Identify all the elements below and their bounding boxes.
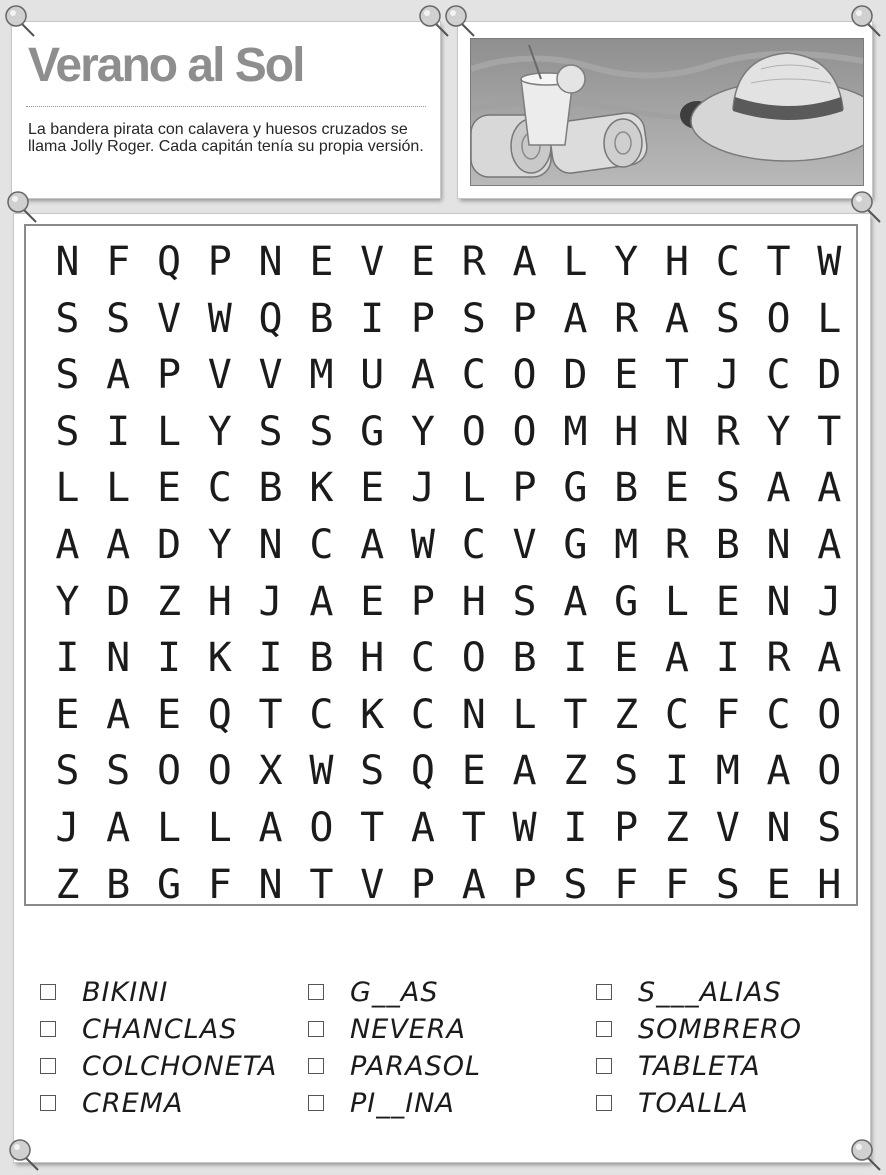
grid-letter[interactable]: V (512, 521, 537, 568)
grid-letter[interactable]: Y (207, 521, 232, 568)
grid-letter[interactable]: M (563, 408, 588, 455)
grid-letter[interactable]: S (106, 748, 131, 795)
grid-letter[interactable]: G (156, 861, 182, 908)
grid-letter[interactable]: A (512, 239, 537, 285)
grid-letter[interactable]: O (512, 352, 537, 399)
checkbox-icon[interactable] (308, 1021, 324, 1037)
word-list (24, 974, 864, 1134)
grid-letter[interactable]: Q (156, 239, 182, 285)
grid-letter[interactable]: I (106, 408, 131, 455)
grid-letter[interactable]: V (360, 861, 385, 908)
word-item[interactable] (596, 1085, 749, 1121)
letter-grid (42, 234, 854, 913)
grid-letter[interactable]: H (664, 239, 689, 285)
grid-letter[interactable]: Z (664, 804, 689, 851)
grid-letter[interactable]: T (309, 861, 334, 908)
word-label: NEVERA (350, 1013, 467, 1045)
word-item[interactable] (40, 974, 168, 1010)
grid-letter[interactable]: I (156, 635, 182, 682)
word-item[interactable] (596, 974, 782, 1010)
grid-letter[interactable]: A (664, 635, 689, 682)
grid-letter[interactable]: A (461, 861, 486, 908)
grid-letter[interactable]: V (258, 352, 283, 399)
grid-letter[interactable]: S (461, 295, 486, 342)
checkbox-icon[interactable] (40, 1095, 56, 1111)
grid-letter[interactable]: E (664, 465, 689, 512)
checkbox-icon[interactable] (308, 1095, 324, 1111)
grid-letter[interactable]: L (817, 295, 842, 342)
grid-letter[interactable]: J (817, 578, 842, 625)
grid-letter[interactable]: O (207, 748, 232, 795)
grid-letter[interactable]: F (664, 861, 689, 908)
push-pin-icon (846, 186, 886, 226)
grid-letter[interactable]: P (410, 295, 436, 342)
grid-letter[interactable]: E (715, 578, 740, 625)
title-card (12, 22, 440, 198)
grid-letter[interactable]: N (766, 521, 791, 568)
checkbox-icon[interactable] (596, 984, 612, 1000)
dotted-divider (26, 106, 426, 107)
grid-letter[interactable]: L (512, 691, 537, 738)
grid-letter[interactable]: A (106, 691, 131, 738)
grid-letter[interactable]: N (258, 239, 283, 285)
grid-letter[interactable]: H (817, 861, 842, 908)
grid-letter[interactable]: K (309, 465, 334, 512)
grid-letter[interactable]: A (360, 521, 385, 568)
grid-letter[interactable]: P (614, 804, 639, 851)
push-pin-icon (846, 0, 886, 40)
grid-letter[interactable]: B (512, 635, 537, 682)
grid-letter[interactable]: C (410, 691, 436, 738)
grid-letter[interactable]: A (410, 804, 436, 851)
grid-letter[interactable]: Z (614, 691, 639, 738)
grid-letter[interactable]: B (106, 861, 131, 908)
grid-letter[interactable]: W (512, 804, 537, 851)
grid-letter[interactable]: T (664, 352, 689, 399)
grid-letter[interactable]: N (664, 408, 689, 455)
grid-letter[interactable]: S (563, 861, 588, 908)
grid-letter[interactable]: E (461, 748, 486, 795)
grid-letter[interactable]: P (512, 295, 537, 342)
word-label: SOMBRERO (638, 1013, 803, 1045)
grid-letter[interactable]: B (309, 295, 334, 342)
grid-letter[interactable]: Q (410, 748, 436, 795)
beach-photo (470, 38, 864, 186)
word-item[interactable] (596, 1011, 802, 1047)
grid-letter[interactable]: D (817, 352, 842, 399)
word-label: TABLETA (638, 1050, 761, 1082)
grid-letter[interactable]: A (664, 295, 689, 342)
grid-letter[interactable]: T (258, 691, 283, 738)
grid-letter[interactable]: C (461, 352, 486, 399)
grid-letter[interactable]: V (715, 804, 740, 851)
push-pin-icon (0, 0, 40, 40)
grid-letter[interactable]: M (715, 748, 740, 795)
grid-letter[interactable]: Z (55, 861, 80, 908)
grid-letter[interactable]: S (512, 578, 537, 625)
push-pin-icon (440, 0, 480, 40)
grid-letter[interactable]: A (563, 295, 588, 342)
grid-letter[interactable]: N (766, 578, 791, 625)
grid-letter[interactable]: Z (156, 578, 182, 625)
grid-letter[interactable]: R (614, 295, 639, 342)
grid-letter[interactable]: A (258, 804, 283, 851)
word-label: BIKINI (82, 976, 169, 1008)
grid-letter[interactable]: D (156, 521, 182, 568)
grid-letter[interactable]: B (715, 521, 740, 568)
grid-letter[interactable]: K (207, 635, 232, 682)
push-pin-icon (4, 1134, 44, 1174)
grid-letter[interactable]: J (258, 578, 283, 625)
grid-letter[interactable]: J (410, 465, 436, 512)
grid-letter[interactable]: N (461, 691, 486, 738)
grid-letter[interactable]: L (156, 408, 182, 455)
grid-letter[interactable]: N (258, 521, 283, 568)
grid-letter[interactable]: A (766, 465, 791, 512)
grid-letter[interactable]: E (614, 635, 639, 682)
word-label: S___ALIAS (638, 976, 782, 1008)
grid-letter[interactable]: S (106, 295, 131, 342)
grid-letter[interactable]: A (106, 352, 131, 399)
grid-letter[interactable]: Y (614, 239, 639, 285)
grid-letter[interactable]: A (817, 465, 842, 512)
grid-letter[interactable]: N (766, 804, 791, 851)
grid-letter[interactable]: C (715, 239, 740, 285)
grid-letter[interactable]: E (410, 239, 436, 285)
grid-letter[interactable]: F (207, 861, 232, 908)
grid-letter[interactable]: S (817, 804, 842, 851)
grid-letter[interactable]: S (715, 861, 740, 908)
checkbox-icon[interactable] (40, 984, 56, 1000)
grid-letter[interactable]: H (614, 408, 639, 455)
grid-letter[interactable]: E (766, 861, 791, 908)
grid-letter[interactable]: C (766, 352, 791, 399)
grid-letter[interactable]: A (817, 635, 842, 682)
grid-letter[interactable]: P (410, 578, 436, 625)
word-item[interactable] (40, 1011, 237, 1047)
grid-letter[interactable]: V (360, 239, 385, 285)
grid-letter[interactable]: S (55, 295, 80, 342)
grid-letter[interactable]: I (664, 748, 689, 795)
grid-letter[interactable]: Y (766, 408, 791, 455)
grid-letter[interactable]: I (563, 635, 588, 682)
grid-letter[interactable]: O (461, 408, 486, 455)
grid-letter[interactable]: Z (563, 748, 588, 795)
grid-letter[interactable]: S (715, 295, 740, 342)
grid-letter[interactable]: F (106, 239, 131, 285)
grid-letter[interactable]: A (106, 521, 131, 568)
grid-letter[interactable]: R (664, 521, 689, 568)
grid-letter[interactable]: F (715, 691, 740, 738)
grid-letter[interactable]: T (360, 804, 385, 851)
grid-letter[interactable]: P (512, 465, 537, 512)
word-item[interactable] (40, 1048, 277, 1084)
grid-letter[interactable]: A (55, 521, 80, 568)
grid-letter[interactable]: A (512, 748, 537, 795)
grid-letter[interactable]: D (563, 352, 588, 399)
word-item[interactable] (596, 1048, 761, 1084)
grid-letter[interactable]: P (207, 239, 232, 285)
grid-letter[interactable]: I (563, 804, 588, 851)
grid-letter[interactable]: C (410, 635, 436, 682)
grid-letter[interactable]: O (512, 408, 537, 455)
word-label: COLCHONETA (82, 1050, 278, 1082)
grid-letter[interactable]: R (766, 635, 791, 682)
grid-letter[interactable]: S (55, 748, 80, 795)
grid-letter[interactable]: B (309, 635, 334, 682)
checkbox-icon[interactable] (40, 1058, 56, 1074)
page-title: Verano al Sol (28, 39, 304, 92)
grid-letter[interactable]: L (156, 804, 182, 851)
checkbox-icon[interactable] (596, 1021, 612, 1037)
grid-letter[interactable]: E (614, 352, 639, 399)
grid-letter[interactable]: I (360, 295, 385, 342)
grid-letter[interactable]: T (461, 804, 486, 851)
grid-letter[interactable]: I (715, 635, 740, 682)
grid-letter[interactable]: W (817, 239, 842, 285)
grid-letter[interactable]: P (512, 861, 537, 908)
grid-letter[interactable]: A (563, 578, 588, 625)
grid-letter[interactable]: S (614, 748, 639, 795)
grid-letter[interactable]: C (461, 521, 486, 568)
word-label: G__AS (350, 976, 439, 1008)
grid-letter[interactable]: S (309, 408, 334, 455)
grid-letter[interactable]: L (664, 578, 689, 625)
word-item[interactable] (308, 1048, 481, 1084)
grid-letter[interactable]: Y (55, 578, 80, 625)
grid-letter[interactable]: S (55, 408, 80, 455)
push-pin-icon (2, 186, 42, 226)
grid-letter[interactable]: S (360, 748, 385, 795)
word-label: PI__INA (350, 1087, 455, 1119)
grid-letter[interactable]: T (766, 239, 791, 285)
grid-letter[interactable]: Y (410, 408, 436, 455)
grid-letter[interactable]: C (207, 465, 232, 512)
grid-letter[interactable]: W (207, 295, 232, 342)
grid-letter[interactable]: O (817, 748, 842, 795)
grid-letter[interactable]: T (817, 408, 842, 455)
grid-letter[interactable]: O (817, 691, 842, 738)
checkbox-icon[interactable] (596, 1095, 612, 1111)
grid-letter[interactable]: I (55, 635, 80, 682)
checkbox-icon[interactable] (596, 1058, 612, 1074)
word-item[interactable] (40, 1085, 183, 1121)
puzzle-card (14, 214, 870, 1162)
checkbox-icon[interactable] (308, 1058, 324, 1074)
grid-letter[interactable]: A (410, 352, 436, 399)
grid-letter[interactable]: O (766, 295, 791, 342)
grid-letter[interactable]: S (715, 465, 740, 512)
grid-letter[interactable]: X (258, 748, 283, 795)
grid-letter[interactable]: I (258, 635, 283, 682)
grid-letter[interactable]: A (106, 804, 131, 851)
grid-letter[interactable]: K (360, 691, 385, 738)
grid-letter[interactable]: H (207, 578, 232, 625)
grid-letter[interactable]: H (461, 578, 486, 625)
grid-letter[interactable]: F (614, 861, 639, 908)
grid-letter[interactable]: R (461, 239, 486, 285)
word-label: TOALLA (638, 1087, 749, 1119)
grid-letter[interactable]: V (156, 295, 182, 342)
grid-letter[interactable]: O (156, 748, 182, 795)
grid-letter[interactable]: G (614, 578, 639, 625)
grid-letter[interactable]: P (410, 861, 436, 908)
grid-letter[interactable]: B (614, 465, 639, 512)
grid-letter[interactable]: L (461, 465, 486, 512)
fun-fact-text: La bandera pirata con calavera y huesos cruzados se llama Jolly Roger. Cada capitán tenía su propia versión. (28, 121, 424, 155)
grid-letter[interactable]: L (55, 465, 80, 512)
grid-letter[interactable]: S (55, 352, 80, 399)
grid-letter[interactable]: S (258, 408, 283, 455)
grid-letter[interactable]: J (715, 352, 740, 399)
image-card (458, 22, 872, 198)
grid-letter[interactable]: Q (258, 295, 283, 342)
word-item[interactable] (308, 1011, 466, 1047)
grid-letter[interactable]: A (817, 521, 842, 568)
grid-letter[interactable]: R (715, 408, 740, 455)
grid-letter[interactable]: U (360, 352, 385, 399)
grid-letter[interactable]: J (55, 804, 80, 851)
checkbox-icon[interactable] (40, 1021, 56, 1037)
grid-letter[interactable]: A (766, 748, 791, 795)
grid-letter[interactable]: P (156, 352, 182, 399)
grid-letter[interactable]: C (766, 691, 791, 738)
word-label: CREMA (82, 1087, 184, 1119)
grid-letter[interactable]: N (258, 861, 283, 908)
grid-letter[interactable]: Q (207, 691, 232, 738)
grid-letter[interactable]: G (360, 408, 385, 455)
push-pin-icon (846, 1134, 886, 1174)
grid-letter[interactable]: G (563, 465, 588, 512)
grid-letter[interactable]: E (309, 239, 334, 285)
checkbox-icon[interactable] (308, 984, 324, 1000)
grid-letter[interactable]: H (360, 635, 385, 682)
grid-letter[interactable]: L (207, 804, 232, 851)
grid-letter[interactable]: N (106, 635, 131, 682)
word-label: CHANCLAS (82, 1013, 238, 1045)
grid-letter[interactable]: G (563, 521, 588, 568)
grid-letter[interactable]: W (410, 521, 436, 568)
grid-letter[interactable]: B (258, 465, 283, 512)
grid-letter[interactable]: L (563, 239, 588, 285)
grid-letter[interactable]: E (55, 691, 80, 738)
grid-letter[interactable]: V (207, 352, 232, 399)
grid-letter[interactable]: E (156, 691, 182, 738)
grid-letter[interactable]: D (106, 578, 131, 625)
grid-letter[interactable]: M (614, 521, 639, 568)
grid-letter[interactable]: O (309, 804, 334, 851)
grid-letter[interactable]: N (55, 239, 80, 285)
word-item[interactable] (308, 1085, 455, 1121)
grid-letter[interactable]: M (309, 352, 334, 399)
grid-letter[interactable]: T (563, 691, 588, 738)
grid-letter[interactable]: A (309, 578, 334, 625)
grid-letter[interactable]: Y (207, 408, 232, 455)
grid-letter[interactable]: O (461, 635, 486, 682)
grid-letter[interactable]: E (156, 465, 182, 512)
grid-letter[interactable]: E (360, 578, 385, 625)
word-item[interactable] (308, 974, 439, 1010)
grid-letter[interactable]: C (309, 521, 334, 568)
grid-letter[interactable]: C (664, 691, 689, 738)
grid-letter[interactable]: L (106, 465, 131, 512)
grid-letter[interactable]: E (360, 465, 385, 512)
grid-letter[interactable]: W (309, 748, 334, 795)
grid-letter[interactable]: C (309, 691, 334, 738)
word-label: PARASOL (350, 1050, 482, 1082)
